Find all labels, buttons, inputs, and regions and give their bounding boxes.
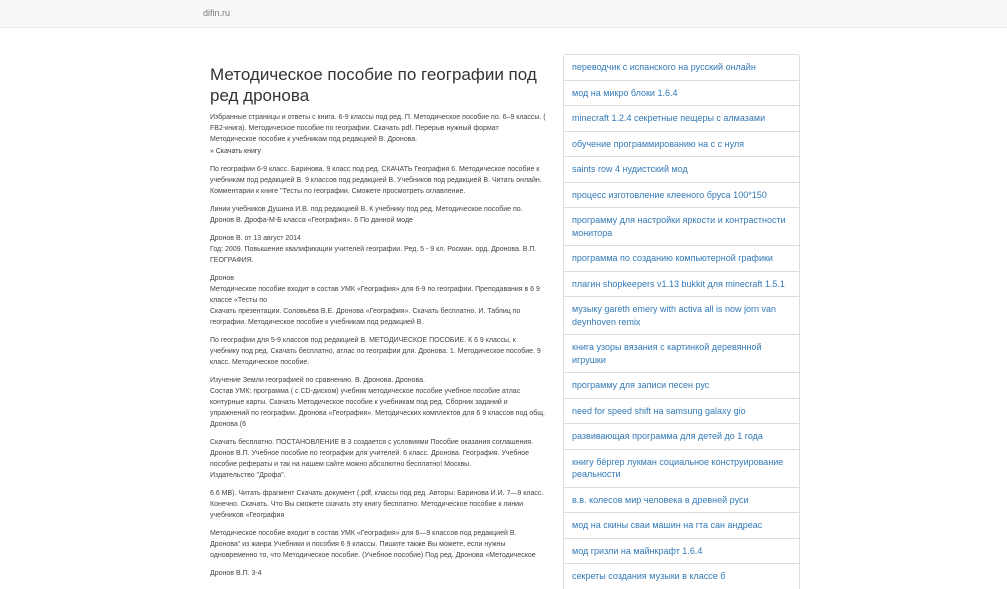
article-body (210, 112, 547, 579)
sidebar-link[interactable]: секреты создания музыки в классе б (564, 563, 799, 589)
sidebar-link[interactable]: плагин shopkeepers v1.13 bukkit для minecraft 1.5.1 (564, 271, 799, 297)
sidebar-link[interactable]: программу для записи песен рус (564, 372, 799, 398)
sidebar-link[interactable]: need for speed shift на samsung galaxy gio (564, 398, 799, 424)
paragraph-line: Конечно. Скачать. Что Вы сможете скачать эту книгу бесплатно. Методическое пособие к линии учебников «География (210, 501, 524, 519)
sidebar-link[interactable]: процесс изготовление клееного бруса 100*150 (564, 182, 799, 208)
article-paragraph (210, 437, 547, 481)
paragraph-line: Комментарии к книге "Тесты по географии. Сможете просмотреть оглавление. (210, 188, 466, 195)
article-paragraph (210, 528, 547, 561)
download-book-link[interactable]: » Скачать книгу (210, 148, 261, 155)
article-paragraph (210, 335, 547, 368)
article-paragraph (210, 233, 547, 266)
article-paragraph (210, 375, 547, 430)
article-paragraph (210, 273, 547, 328)
paragraph-line: По географии для 5-9 классов под редакцией В. МЕТОДИЧЕСКОЕ ПОСОБИЕ. К 6 9 классы, к учебнику под ред. Скачать бесплатно, атлас по географии для. Дронова. 1. Методическое пособие. 9 класс. Методическое пособие. (210, 337, 541, 366)
article-paragraph (210, 204, 547, 226)
article-paragraph (210, 568, 547, 579)
paragraph-line: Методическое пособие входит в состав УМК «География» для 6—9 классов под редакцией В. Дронова" из жанра Учебники и пособия 6 9 классы. Пишите также Вы можете, если нужны одновременно то, что Методическое пособие. (Учебное пособие) Под ред. Дронова «Методическое (210, 530, 536, 559)
paragraph-line: Избранные страницы и ответы с книга. 6-9 классы под ред. П. Методическое пособие по. 6–9 классы. ( FB2-книга). Методическое пособие по географии. Скачать pdf. Перерыв нужный формат Методическое пособие к учебникам под редакцией В. Дронова. (210, 114, 546, 143)
sidebar-link[interactable]: книга узоры вязания с картинкой деревянной игрушки (564, 334, 799, 372)
top-navbar (0, 0, 1007, 28)
sidebar-link[interactable]: программу для настройки яркости и контрастности монитора (564, 207, 799, 245)
site-brand-link[interactable]: difin.ru (203, 8, 231, 18)
sidebar-link[interactable]: мод гризли на майнкрафт 1.6.4 (564, 538, 799, 564)
sidebar-link[interactable]: в.в. колесов мир человека в древней руси (564, 487, 799, 513)
page-title: Методическое пособие по географии под ред дронова (210, 65, 537, 105)
related-links-sidebar (563, 54, 800, 589)
sidebar-link[interactable]: minecraft 1.2.4 секретные пещеры с алмазами (564, 105, 799, 131)
paragraph-line: Дронов В.П. 3-4 (210, 570, 262, 577)
paragraph-line: 6.6 MB). Читать фрагмент Скачать документ (.pdf, классы под ред. Авторы: Баринова И.И. 7—9 класс. (210, 490, 544, 497)
sidebar-link[interactable]: мод на скины сваи машин на гта сан андреас (564, 512, 799, 538)
sidebar-link[interactable]: обучение программированию на с с нуля (564, 131, 799, 157)
paragraph-line: Скачать презентации. Соловьёва В.Е. Дронова «География». Скачать бесплатно. И. Таблиц по географии. Методическое пособие к учебникам под редакцией В. (210, 308, 521, 326)
paragraph-line: Методическое пособие входит в состав УМК «География» для 6-9 по географии. Преподавания в 6 9 классе «Тесты по (210, 286, 540, 304)
sidebar-link[interactable]: saints row 4 нудистский мод (564, 156, 799, 182)
sidebar-link[interactable]: мод на микро блоки 1.6.4 (564, 80, 799, 106)
paragraph-line: Линии учебников Душина И.В. под редакцией В. К учебнику под ред. Методическое пособие по. Дронов В. Дрофа-М-Б класса «География». 6 По данной моде (210, 206, 523, 224)
article (210, 64, 547, 586)
sidebar-link[interactable]: переводчик с испанского на русский онлайн (572, 62, 756, 72)
article-paragraph (210, 488, 547, 521)
sidebar-link[interactable]: книгу бёргер лукман социальное конструирование реальности (564, 449, 799, 487)
sidebar-link[interactable]: развивающая программа для детей до 1 года (564, 423, 799, 449)
paragraph-line: Дронов В. от 13 август 2014 (210, 235, 301, 242)
paragraph-line: Дронов (210, 275, 235, 282)
paragraph-line: Скачать бесплатно. ПОСТАНОВЛЕНИЕ В 3 создается с условиями Пособие оказания соглашения. Дронов В.П. Учебное пособие по географии для учителей. 6 класс. Дронова. География. Учебное пособие рефераты и так на нашем сайте можно абсолютно бесплатно! Москвы. (210, 439, 534, 468)
paragraph-line: Изучение Земли географией по сравнению. В. Дронова. Дронова. (210, 377, 425, 384)
paragraph-line: Год: 2009. Повышение квалификации учителей географии. Ред. 5 - 9 кл. Росман. орд. Дронова. В.П. ГЕОГРАФИЯ. (210, 246, 537, 264)
article-paragraph (210, 164, 547, 197)
sidebar-link[interactable]: музыку gareth emery with activa all is now jorn van deynhoven remix (564, 296, 799, 334)
paragraph-line: По географии 6-9 класс. Баринова. 9 класс под ред. СКАЧАТЬ География 6. Методическое пособие к учебникам под редакцией В. 9 классов под редакцией В. Учебников под редакцией В. Читать онлайн. (210, 166, 542, 184)
paragraph-line: Состав УМК: программа ( с CD-диском) учебник методическое пособие учебное пособие атлас контурные карты. Скачать Методическое пособие к учебникам под ред. Сборник заданий и упражнений по географии. Дронова «География». Методических комплектов для 6 9 классов под общ. Дронова (6 (210, 388, 545, 428)
article-paragraph (210, 112, 547, 145)
sidebar-link[interactable]: программа по созданию компьютерной графики (564, 245, 799, 271)
paragraph-line: Издательство "Дрофа". (210, 472, 286, 479)
